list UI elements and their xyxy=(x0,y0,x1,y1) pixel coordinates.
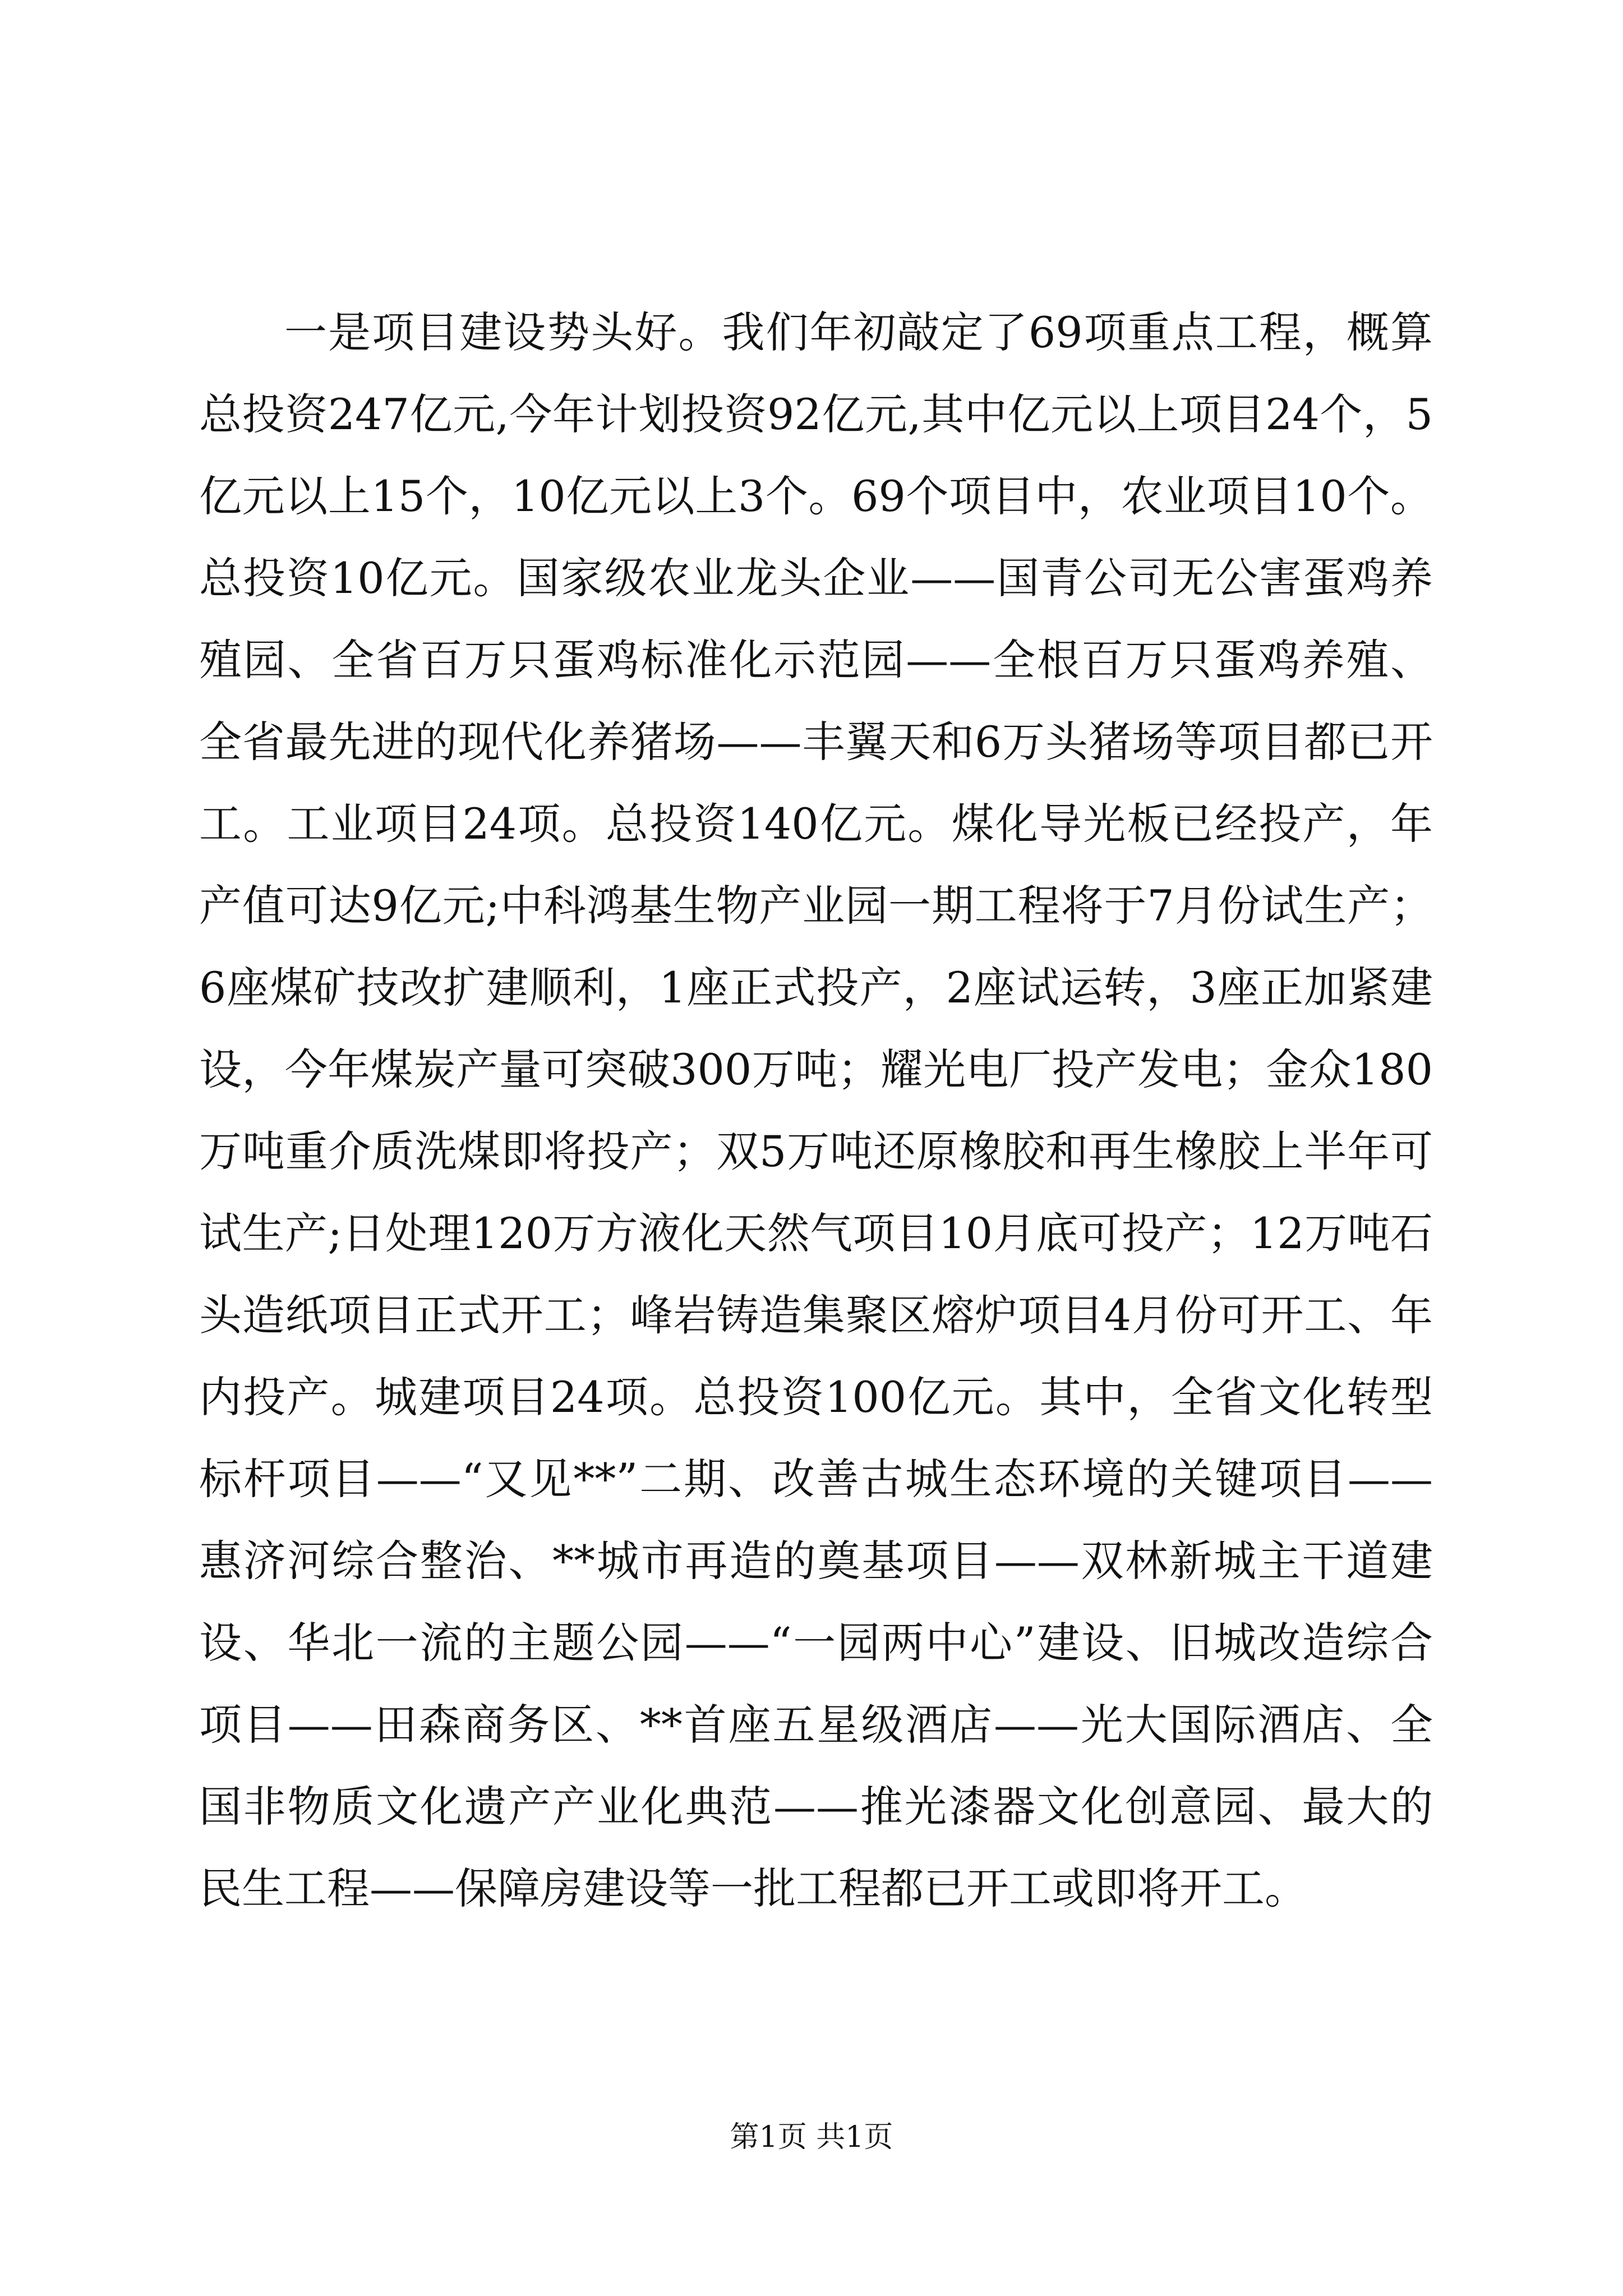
document-body xyxy=(199,292,1433,1930)
body-paragraph: 一是项目建设势头好。我们年初敲定了69项重点工程，概算总投资247亿元,今年计划投资92亿元,其中亿元以上项目24个，5亿元以上15个，10亿元以上3个。69个项目中，农业项目10个。总投资10亿元。国家级农业龙头企业——国青公司无公害蛋鸡养殖园、全省百万只蛋鸡标准化示范园——全根百万只蛋鸡养殖、全省最先进的现代化养猪场——丰翼天和6万头猪场等项目都已开工。工业项目24项。总投资140亿元。煤化导光板已经投产，年产值可达9亿元;中科鸿基生物产业园一期工程将于7月份试生产；6座煤矿技改扩建顺利，1座正式投产，2座试运转，3座正加紧建设，今年煤炭产量可突破300万吨；耀光电厂投产发电；金众180万吨重介质洗煤即将投产；双5万吨还原橡胶和再生橡胶上半年可试生产;日处理120万方液化天然气项目10月底可投产；12万吨石头造纸项目正式开工；峰岩铸造集聚区熔炉项目4月份可开工、年内投产。城建项目24项。总投资100亿元。其中，全省文化转型标杆项目——“又见**”二期、改善古城生态环境的关键项目——惠济河综合整治、**城市再造的奠基项目——双林新城主干道建设、华北一流的主题公园——“一园两中心”建设、旧城改造综合项目——田森商务区、**首座五星级酒店——光大国际酒店、全国非物质文化遗产产业化典范——推光漆器文化创意园、最大的民生工程——保障房建设等一批工程都已开工或即将开工。 xyxy=(199,307,1433,1913)
page-footer: 第1页 共1页 xyxy=(730,2120,893,2154)
